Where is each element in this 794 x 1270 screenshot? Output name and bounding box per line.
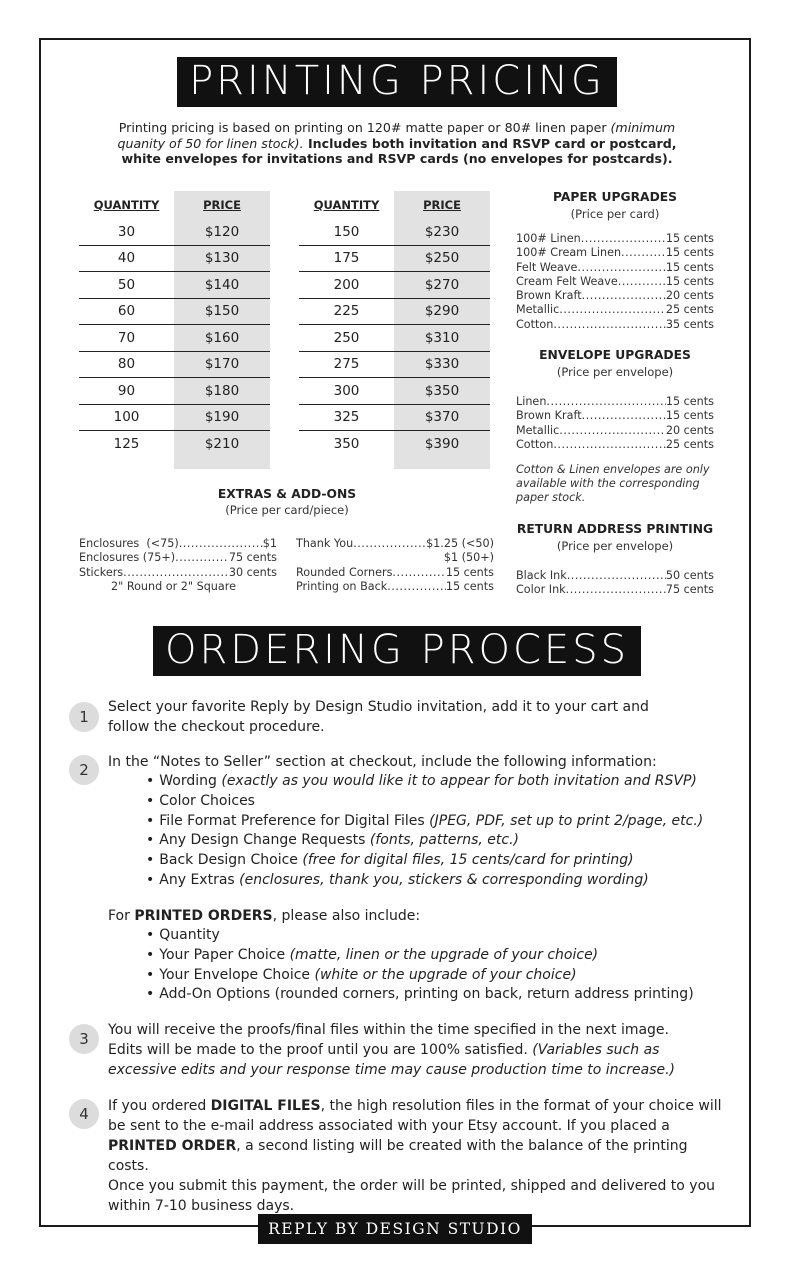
return-address-list: [516, 569, 714, 598]
table-row: 60 $150: [79, 298, 270, 325]
paper-upgrades-list: [516, 232, 714, 332]
quantity-header: QUANTITY: [313, 198, 380, 212]
list-item: • Quantity: [146, 926, 694, 946]
intro-text: Printing pricing is based on printing on 120# matte paper or 80# linen paper: [118, 120, 611, 135]
quantity-header: QUANTITY: [93, 198, 160, 212]
table-row: 100 $190: [79, 404, 270, 431]
sticker-note: 2" Round or 2" Square: [111, 579, 236, 593]
table-row: 70 $160: [79, 325, 270, 352]
list-item: Cotton ..... 35 cents: [516, 318, 714, 332]
list-item: • Your Paper Choice (matte, linen or the upgrade of your choice): [146, 946, 694, 966]
list-item: • Any Design Change Requests (fonts, patterns, etc.): [146, 831, 703, 851]
step-number: 4: [69, 1099, 99, 1129]
step-1-text: Select your favorite Reply by Design Studio invitation, add it to your cart and follow the checkout procedure.: [108, 699, 649, 735]
pricing-title: PRINTING PRICING: [177, 57, 617, 107]
list-item: Printing on Back ..... 15 cents: [296, 580, 494, 594]
list-item: Enclosures (75+) ..... 75 cents: [79, 551, 277, 565]
intro-bold: white envelopes for invitations and RSVP cards (no envelopes for postcards).: [121, 151, 673, 166]
list-item: Brown Kraft ..... 15 cents: [516, 409, 714, 423]
return-address-title: RETURN ADDRESS PRINTING: [516, 522, 714, 536]
extras-subtitle: (Price per card/piece): [225, 503, 349, 517]
table-row: 40 $130: [79, 245, 270, 272]
list-item: • Wording (exactly as you would like it to appear for both invitation and RSVP): [146, 772, 703, 792]
step-number: 1: [69, 702, 99, 732]
list-item: 100# Linen ..... 15 cents: [516, 232, 714, 246]
table-row: 150 $230: [299, 219, 490, 245]
list-item: • Your Envelope Choice (white or the upgrade of your choice): [146, 966, 694, 986]
table-row: 350 $390: [299, 431, 490, 470]
table-row: 275 $330: [299, 351, 490, 378]
studio-footer: REPLY BY DESIGN STUDIO: [258, 1214, 532, 1244]
step-4-text: If you ordered DIGITAL FILES, the high resolution files in the format of your choice will be sent to the e-mail address associated with your Etsy account. If you placed a PRINTED ORDER, a second listing will be created with the balance of the printing costs. Once you submit this payment, the order will be printed, shipped and delivered to you within 7-10 business days.: [108, 1098, 722, 1214]
list-item: Enclosures (<75) ..... $1: [79, 537, 277, 551]
ordering-banner: [0, 626, 794, 676]
step-2-bullets: [146, 772, 703, 891]
list-item: Metallic ..... 20 cents: [516, 424, 714, 438]
step-2-text: In the “Notes to Seller” section at checkout, include the following information:: [108, 754, 657, 770]
price-header: PRICE: [174, 191, 270, 219]
table-row: 30 $120: [79, 219, 270, 245]
list-item: Color Ink ..... 75 cents: [516, 583, 714, 597]
list-item: Linen ..... 15 cents: [516, 395, 714, 409]
list-item: Black Ink ..... 50 cents: [516, 569, 714, 583]
paper-upgrades-title: PAPER UPGRADES: [552, 190, 678, 204]
step-3-text: You will receive the proofs/final files within the time specified in the next image. Edits will be made to the proof until you are 100% satisfied. (Variables such as excessive edits and your response time may cause production time to increase.): [108, 1022, 676, 1078]
envelope-note: Cotton & Linen envelopes are only available with the corresponding paper stock.: [516, 463, 710, 504]
price-table-right: [299, 191, 490, 469]
printed-orders-intro: For PRINTED ORDERS, please also include:: [108, 908, 421, 924]
price-header: PRICE: [394, 191, 490, 219]
extras-right-list: [296, 537, 494, 594]
return-address-subtitle: (Price per envelope): [556, 539, 674, 553]
list-item: Brown Kraft ..... 20 cents: [516, 289, 714, 303]
list-item: Cotton ..... 25 cents: [516, 438, 714, 452]
table-row: 175 $250: [299, 245, 490, 272]
list-item: Stickers ..... 30 cents: [79, 566, 277, 580]
list-item: Cream Felt Weave ..... 15 cents: [516, 275, 714, 289]
table-row: 225 $290: [299, 298, 490, 325]
envelope-upgrades-list: [516, 395, 714, 452]
table-row: 50 $140: [79, 272, 270, 299]
envelope-upgrades-title: ENVELOPE UPGRADES: [539, 348, 691, 362]
list-item: • Color Choices: [146, 792, 703, 812]
intro-note: quanity of 50 for linen stock).: [117, 135, 304, 151]
list-item: 100# Cream Linen ..... 15 cents: [516, 246, 714, 260]
price-table-left: [79, 191, 270, 469]
list-item: • Back Design Choice (free for digital files, 15 cents/card for printing): [146, 851, 703, 871]
table-row: 325 $370: [299, 404, 490, 431]
table-row: 200 $270: [299, 272, 490, 299]
ordering-title: ORDERING PROCESS: [153, 626, 641, 676]
table-row: 300 $350: [299, 378, 490, 405]
list-item: Rounded Corners ..... 15 cents: [296, 566, 494, 580]
paper-upgrades-subtitle: (Price per card): [570, 207, 660, 221]
list-item: $1 (50+): [443, 551, 494, 565]
list-item: • File Format Preference for Digital Files (JPEG, PDF, set up to print 2/page, etc.): [146, 812, 703, 832]
list-item: Metallic ..... 25 cents: [516, 303, 714, 317]
step-number: 2: [69, 755, 99, 785]
extras-title: EXTRAS & ADD-ONS: [217, 487, 357, 501]
table-row: 125 $210: [79, 431, 270, 470]
table-row: 250 $310: [299, 325, 490, 352]
pricing-intro: [100, 120, 694, 167]
list-item: Thank You ..... $1.25 (<50): [296, 537, 494, 551]
step-number: 3: [69, 1024, 99, 1054]
intro-note: (minimum: [610, 120, 676, 135]
pricing-banner: [0, 57, 794, 107]
extras-left-list: [79, 537, 277, 594]
table-row: 80 $170: [79, 351, 270, 378]
envelope-upgrades-subtitle: (Price per envelope): [556, 365, 674, 379]
printed-orders-bullets: [146, 926, 694, 1005]
table-row: 90 $180: [79, 378, 270, 405]
list-item: • Add-On Options (rounded corners, printing on back, return address printing): [146, 985, 694, 1005]
intro-bold: Includes both invitation and RSVP card or postcard,: [303, 135, 677, 151]
list-item: • Any Extras (enclosures, thank you, stickers & corresponding wording): [146, 871, 703, 891]
list-item: Felt Weave ..... 15 cents: [516, 261, 714, 275]
